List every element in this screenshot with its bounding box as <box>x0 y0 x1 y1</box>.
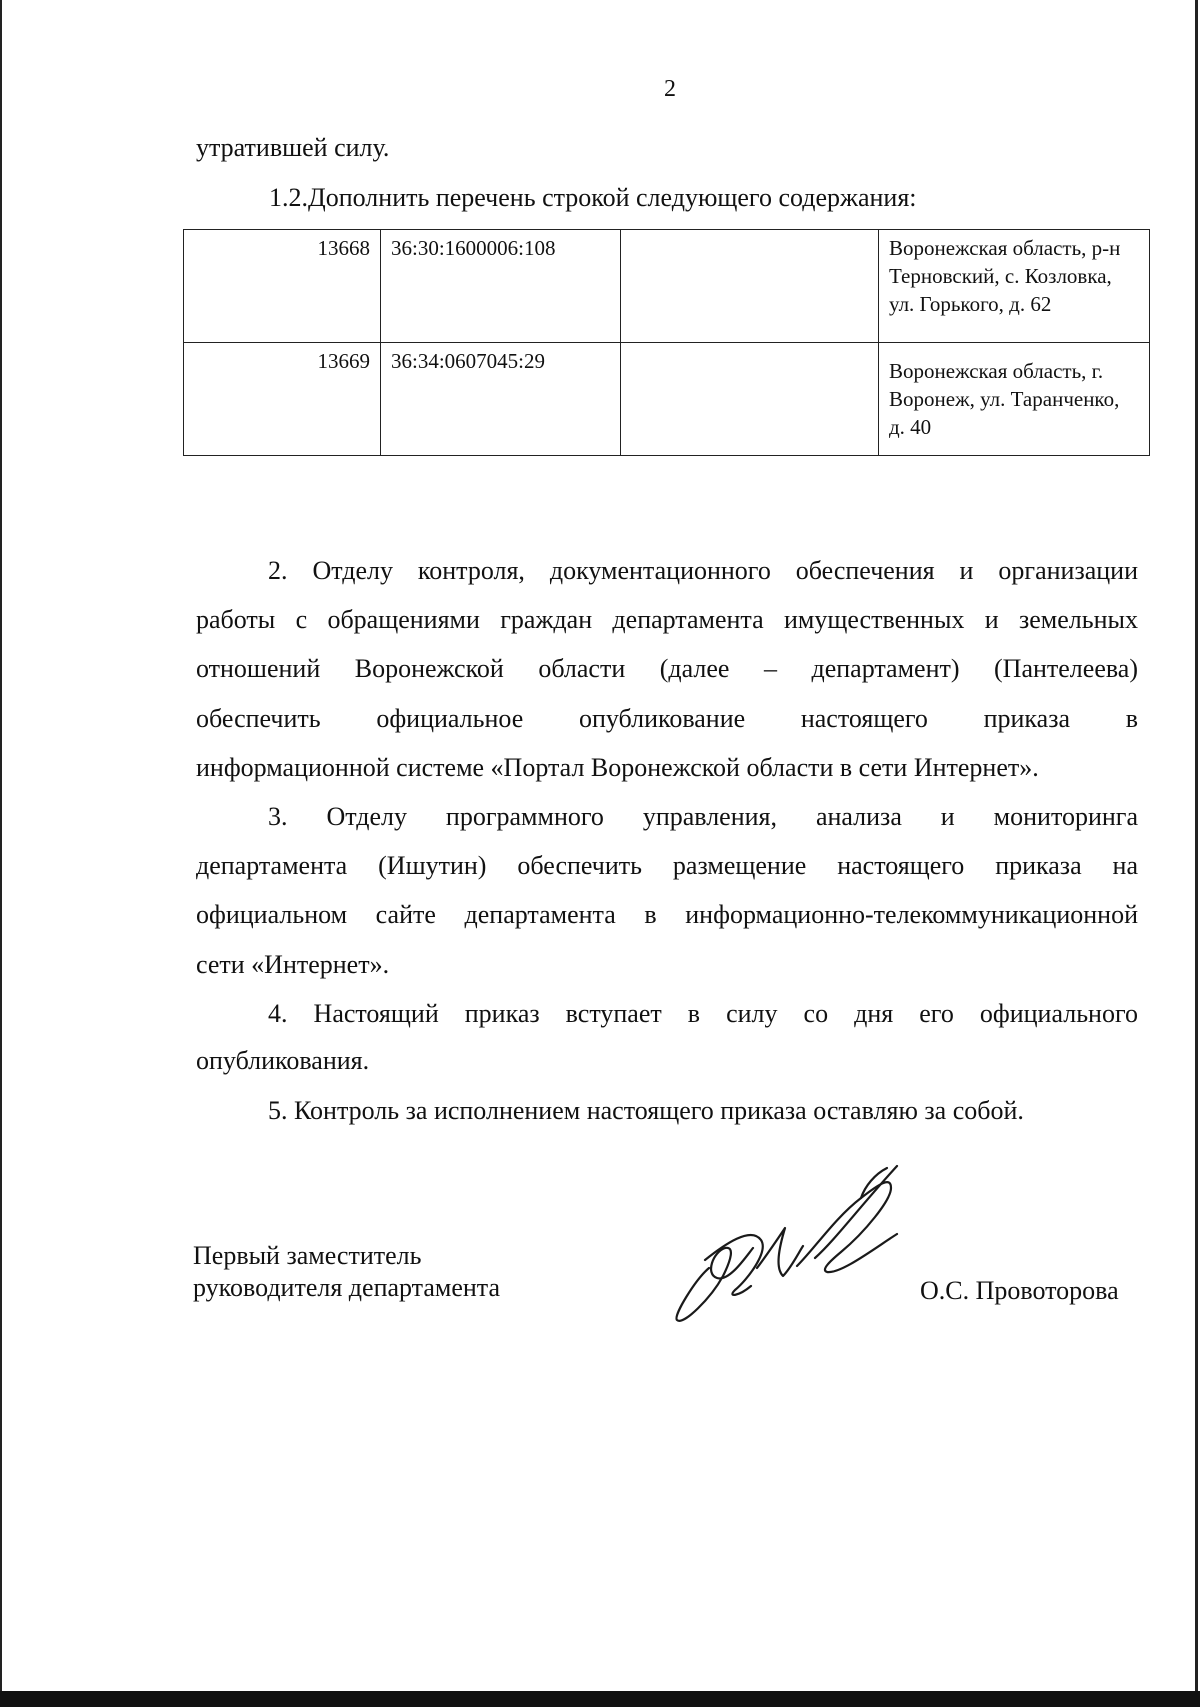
scan-border-bottom <box>0 1691 1200 1707</box>
paragraph-3-line-2: департамента (Ишутин) обеспечить размещение настоящего приказа на <box>196 851 1138 880</box>
paragraph-3-line-3: официальном сайте департамента в информационно-телекоммуникационной <box>196 900 1138 929</box>
empty-cell <box>621 343 879 456</box>
row-number: 13669 <box>184 343 381 456</box>
paragraph-2-line-3: отношений Воронежской области (далее – департамент) (Пантелеева) <box>196 654 1138 683</box>
paragraph-5: 5. Контроль за исполнением настоящего приказа оставляю за собой. <box>268 1096 1024 1125</box>
paragraph-4-line-1: 4. Настоящий приказ вступает в силу со дня его официального <box>268 999 1138 1028</box>
signatory-position <box>193 1240 500 1304</box>
page-number: 2 <box>664 76 676 102</box>
signatory-name: О.С. Провоторова <box>920 1276 1119 1305</box>
position-line-1: Первый заместитель <box>193 1241 422 1270</box>
scan-border-right <box>1195 0 1198 1707</box>
row-number: 13668 <box>184 230 381 343</box>
item-1-2: 1.2.Дополнить перечень строкой следующего содержания: <box>269 183 917 212</box>
handwritten-signature <box>665 1148 945 1328</box>
paragraph-2-line-5: информационной системе «Портал Воронежской области в сети Интернет». <box>196 753 1039 782</box>
register-table <box>183 229 1150 456</box>
paragraph-3-line-4: сети «Интернет». <box>196 950 390 979</box>
continued-line: утратившей силу. <box>196 133 390 162</box>
address-cell: Воронежская область, р-н Терновский, с. Козловка, ул. Горького, д. 62 <box>879 230 1150 343</box>
paragraph-2-line-1: 2. Отделу контроля, документационного обеспечения и организации <box>268 556 1138 585</box>
cadastral-number: 36:34:0607045:29 <box>381 343 621 456</box>
address-cell: Воронежская область, г. Воронеж, ул. Таранченко, д. 40 <box>879 343 1150 456</box>
paragraph-2-line-2: работы с обращениями граждан департамента имущественных и земельных <box>196 605 1138 634</box>
cadastral-number: 36:30:1600006:108 <box>381 230 621 343</box>
scan-border-left <box>0 0 2 1707</box>
table-row <box>184 230 1150 343</box>
paragraph-2-line-4: обеспечить официальное опубликование настоящего приказа в <box>196 704 1138 733</box>
paragraph-4-line-2: опубликования. <box>196 1046 370 1075</box>
table-row <box>184 343 1150 456</box>
empty-cell <box>621 230 879 343</box>
paragraph-3-line-1: 3. Отделу программного управления, анализа и мониторинга <box>268 802 1138 831</box>
position-line-2: руководителя департамента <box>193 1273 501 1302</box>
